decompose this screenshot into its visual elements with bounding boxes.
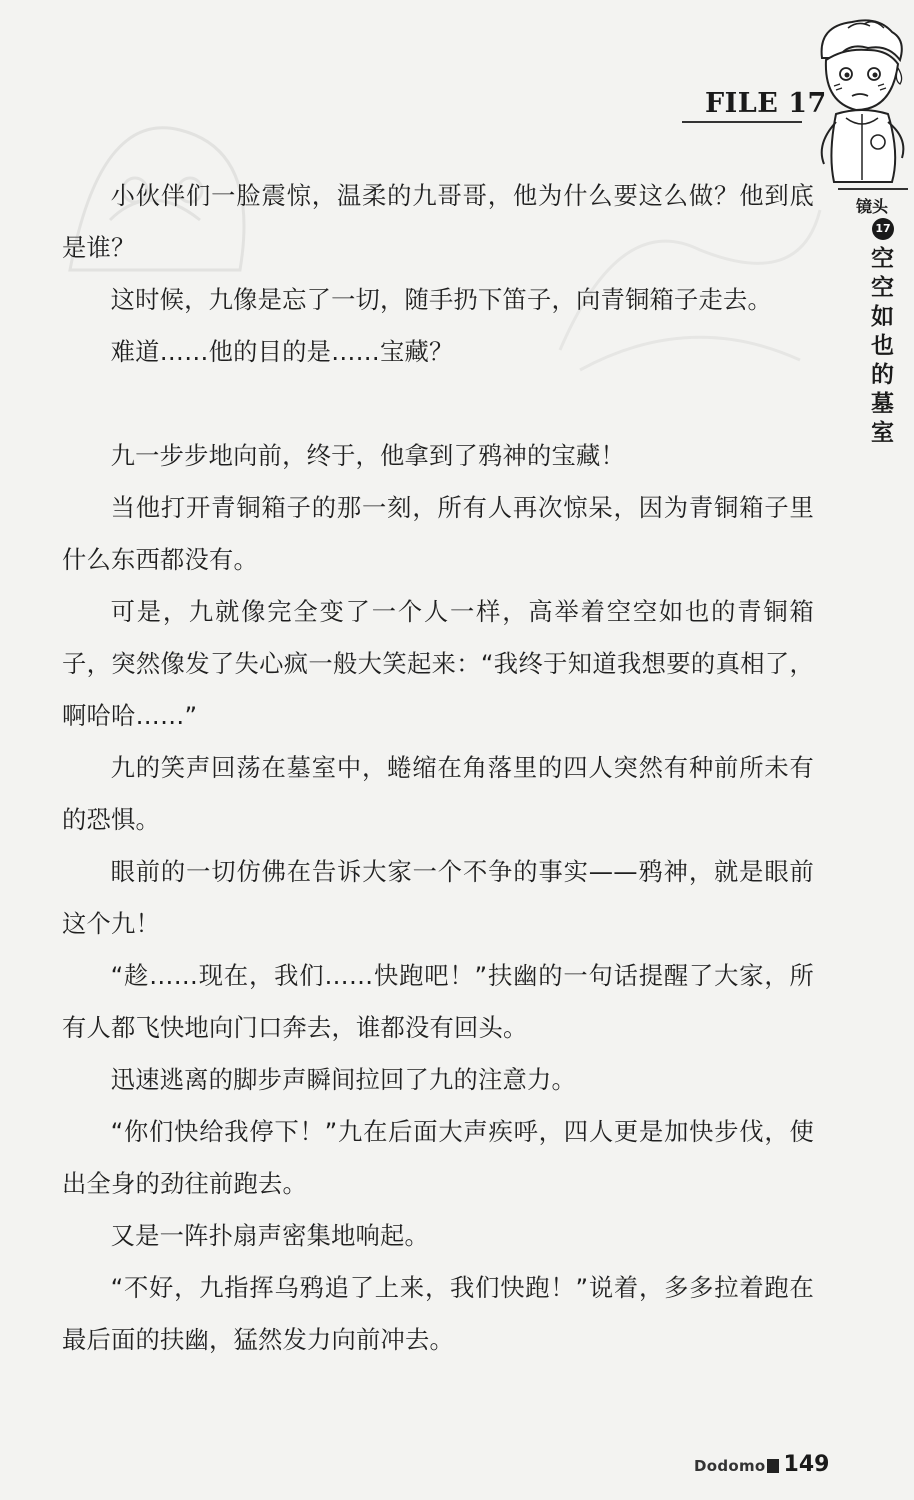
chapter-rule bbox=[838, 188, 908, 190]
paragraph: 小伙伴们一脸震惊，温柔的九哥哥，他为什么要这么做？他到底是谁？ bbox=[62, 181, 814, 262]
paragraph: “趁……现在，我们……快跑吧！”扶幽的一句话提醒了大家，所有人都飞快地向门口奔去，谁都没有回头。 bbox=[62, 961, 814, 1042]
body-text bbox=[62, 170, 814, 1366]
paragraph: “你们快给我停下！”九在后面大声疾呼，四人更是加快步伐，使出全身的劲往前跑去。 bbox=[62, 1117, 814, 1198]
paragraph: 当他打开青铜箱子的那一刻，所有人再次惊呆，因为青铜箱子里什么东西都没有。 bbox=[62, 493, 814, 574]
chapter-title: 空空如也的墓室 bbox=[871, 245, 894, 446]
paragraph: “不好，九指挥乌鸦追了上来，我们快跑！”说着，多多拉着跑在最后面的扶幽，猛然发力向前冲去。 bbox=[62, 1273, 814, 1354]
brand-mark-icon bbox=[767, 1459, 779, 1473]
section-break bbox=[62, 378, 814, 430]
paragraph: 这时候，九像是忘了一切，随手扔下笛子，向青铜箱子走去。 bbox=[110, 285, 773, 314]
page-footer bbox=[694, 1452, 829, 1477]
paragraph: 九的笑声回荡在墓室中，蜷缩在角落里的四人突然有种前所未有的恐惧。 bbox=[62, 753, 814, 834]
chapter-number-badge: 17 bbox=[872, 218, 894, 240]
chapter-prefix: 镜头 bbox=[856, 197, 889, 216]
page-number: 149 bbox=[783, 1452, 830, 1477]
paragraph: 难道……他的目的是……宝藏？ bbox=[110, 337, 454, 366]
paragraph: 又是一阵扑扇声密集地响起。 bbox=[110, 1221, 430, 1250]
paragraph: 九一步步地向前，终于，他拿到了鸦神的宝藏！ bbox=[110, 441, 626, 470]
brand-name: Dodomo bbox=[694, 1457, 766, 1475]
file-label: FILE 17 bbox=[705, 88, 827, 119]
paragraph: 眼前的一切仿佛在告诉大家一个不争的事实——鸦神，就是眼前这个九！ bbox=[62, 857, 814, 938]
mascot-illustration bbox=[808, 14, 912, 186]
header-rule bbox=[682, 121, 802, 123]
paragraph: 迅速逃离的脚步声瞬间拉回了九的注意力。 bbox=[110, 1065, 577, 1094]
paragraph: 可是，九就像完全变了一个人一样，高举着空空如也的青铜箱子，突然像发了失心疯一般大笑起来：“我终于知道我想要的真相了，啊哈哈……” bbox=[62, 597, 814, 730]
